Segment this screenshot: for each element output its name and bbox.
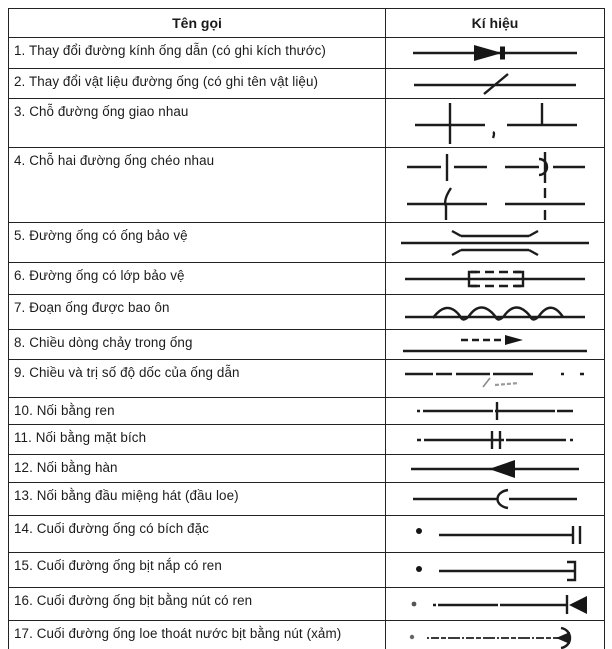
table-row <box>9 483 605 516</box>
pipe-symbol-table <box>8 8 605 649</box>
table-row <box>9 621 605 649</box>
symbol-welded-joint <box>405 458 585 480</box>
table-row <box>9 516 605 553</box>
row-name: 7. Đoạn ống được bao ôn <box>9 295 386 330</box>
row-symbol <box>386 69 605 99</box>
table-row <box>9 223 605 263</box>
symbol-bell-mouth-joint <box>405 486 585 512</box>
row-symbol <box>386 295 605 330</box>
symbol-flange-joint <box>405 428 585 452</box>
row-symbol <box>386 148 605 223</box>
row-symbol <box>386 483 605 516</box>
row-symbol <box>386 223 605 263</box>
row-name: 15. Cuối đường ống bịt nắp có ren <box>9 553 386 588</box>
row-name: 5. Đường ống có ống bảo vệ <box>9 223 386 263</box>
symbol-end-threaded-cap <box>399 557 591 583</box>
header-name-column: Tên gọi <box>9 9 386 38</box>
row-name: 17. Cuối đường ống loe thoát nước bịt bằng nút (xảm) <box>9 621 386 649</box>
row-name: 10. Nối bằng ren <box>9 398 386 425</box>
symbol-slope-value <box>399 364 591 394</box>
header-row <box>9 9 605 38</box>
table-row <box>9 69 605 99</box>
symbol-insulated-section <box>403 298 587 326</box>
symbol-end-blind-flange <box>399 522 591 546</box>
table-row <box>9 588 605 621</box>
table-row <box>9 330 605 360</box>
row-name: 14. Cuối đường ống có bích đặc <box>9 516 386 553</box>
symbol-threaded-joint <box>405 399 585 423</box>
symbol-pipes-junction <box>407 100 583 146</box>
row-symbol <box>386 588 605 621</box>
row-symbol <box>386 425 605 455</box>
row-symbol <box>386 360 605 398</box>
table-row <box>9 425 605 455</box>
row-name: 13. Nối bằng đầu miệng hát (đầu loe) <box>9 483 386 516</box>
row-name: 1. Thay đổi đường kính ống dẫn (có ghi kích thước) <box>9 38 386 69</box>
row-name: 4. Chỗ hai đường ống chéo nhau <box>9 148 386 223</box>
table-row <box>9 148 605 223</box>
row-name: 16. Cuối đường ống bịt bằng nút có ren <box>9 588 386 621</box>
table-row <box>9 38 605 69</box>
row-symbol <box>386 553 605 588</box>
row-symbol <box>386 99 605 148</box>
table-row <box>9 295 605 330</box>
row-symbol <box>386 398 605 425</box>
row-name: 12. Nối bằng hàn <box>9 455 386 483</box>
symbol-protective-pipe <box>399 229 591 257</box>
symbol-end-threaded-plug <box>399 591 591 617</box>
row-symbol <box>386 516 605 553</box>
symbol-material-change <box>410 71 580 97</box>
row-name: 2. Thay đổi vật liệu đường ống (có ghi tên vật liệu) <box>9 69 386 99</box>
row-name: 8. Chiều dòng chảy trong ống <box>9 330 386 360</box>
table-row <box>9 553 605 588</box>
row-symbol <box>386 263 605 295</box>
symbol-diameter-change <box>410 41 580 65</box>
row-name: 9. Chiều và trị số độ dốc của ống dẫn <box>9 360 386 398</box>
table-row <box>9 263 605 295</box>
header-symbol-column: Kí hiệu <box>386 9 605 38</box>
row-symbol <box>386 455 605 483</box>
row-symbol <box>386 38 605 69</box>
table-row <box>9 455 605 483</box>
symbol-flow-direction <box>399 332 591 358</box>
row-symbol <box>386 330 605 360</box>
table-row <box>9 99 605 148</box>
row-symbol <box>386 621 605 649</box>
row-name: 11. Nối bằng mặt bích <box>9 425 386 455</box>
symbol-end-flared-plug <box>399 623 591 649</box>
row-name: 3. Chỗ đường ống giao nhau <box>9 99 386 148</box>
table-row <box>9 398 605 425</box>
table-row <box>9 360 605 398</box>
row-name: 6. Đường ống có lớp bảo vệ <box>9 263 386 295</box>
symbol-pipes-crossing <box>399 149 591 221</box>
symbol-protective-layer <box>403 266 587 292</box>
